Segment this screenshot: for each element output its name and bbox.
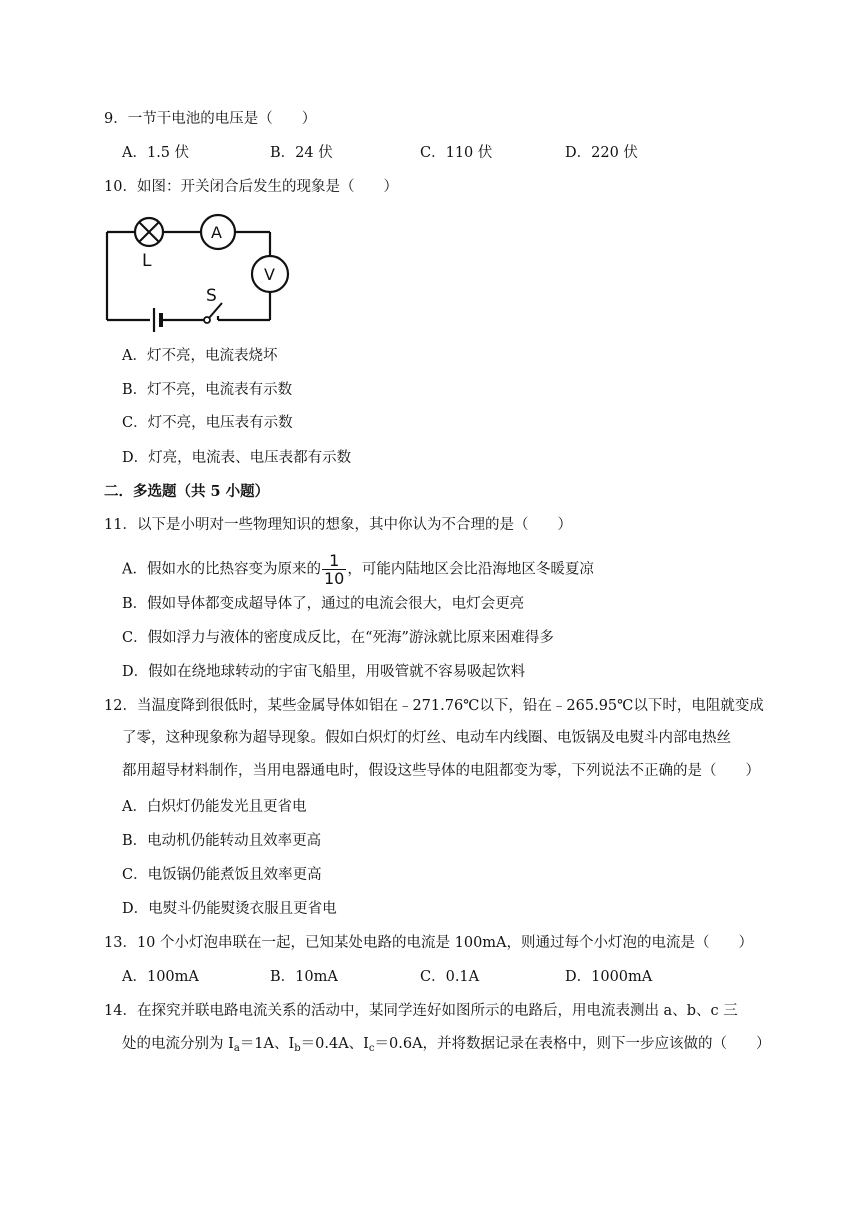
q12-stem-line-2: 了零，这种现象称为超导现象。假如白炽灯的灯丝、电动车内线圈、电饭锅及电熨斗内部电热丝 <box>122 730 731 746</box>
subscript-b: b <box>294 1043 301 1054</box>
fraction-denominator: 10 <box>323 569 345 588</box>
q14-stem-line-1: 14．在探究并联电路电流关系的活动中，某同学连好如图所示的电路后，用电流表测出 a、b、c 三 <box>104 1003 738 1019</box>
battery-symbol <box>154 308 161 332</box>
q10-option-a: A．灯不亮，电流表烧坏 <box>122 348 278 364</box>
q10-stem: 10．如图：开关闭合后发生的现象是（ ） <box>104 179 398 195</box>
q14-text-post: ＝0.6A，并将数据记录在表格中，则下一步应该做的（ ） <box>374 1036 771 1052</box>
q12-option-b: B．电动机仍能转动且效率更高 <box>122 833 322 849</box>
fraction-numerator: 1 <box>322 552 346 570</box>
q9-options <box>0 143 860 163</box>
q11-option-d: D．假如在绕地球转动的宇宙飞船里，用吸管就不容易吸起饮料 <box>122 664 526 680</box>
q12-option-a: A．白炽灯仍能发光且更省电 <box>122 799 307 815</box>
q14-stem-line-2 <box>122 1034 771 1059</box>
q9-stem: 9．一节干电池的电压是（ ） <box>104 111 317 127</box>
subscript-a: a <box>233 1043 240 1054</box>
q11-option-a-text-pre: A．假如水的比热容变为原来的 <box>122 561 321 578</box>
q12-stem-line-3: 都用超导材料制作，当用电器通电时，假设这些导体的电阻都变为零，下列说法不正确的是（ ） <box>122 763 760 779</box>
q11-option-b: B．假如导体都变成超导体了，通过的电流会很大，电灯会更亮 <box>122 596 525 612</box>
ammeter-symbol <box>201 215 235 249</box>
q9-option-c: C．110 伏 <box>420 145 493 161</box>
ammeter-label: A <box>211 223 222 242</box>
q13-option-a: A．100mA <box>122 969 199 985</box>
q12-option-c: C．电饭锅仍能煮饭且效率更高 <box>122 867 322 883</box>
q10-option-d: D．灯亮，电流表、电压表都有示数 <box>122 450 352 466</box>
circuit-diagram <box>100 208 300 332</box>
voltmeter-symbol <box>252 256 288 292</box>
subscript-c: c <box>368 1043 375 1054</box>
q12-stem-line-1: 12．当温度降到很低时，某些金属导体如铝在﹣271.76℃以下，铅在﹣265.95℃以下时，电阻就变成 <box>104 698 764 714</box>
voltmeter-label: V <box>264 265 275 284</box>
q12-option-d: D．电熨斗仍能熨烫衣服且更省电 <box>122 901 337 917</box>
q11-option-c: C．假如浮力与液体的密度成反比，在“死海”游泳就比原来困难得多 <box>122 630 554 646</box>
q10-option-c: C．灯不亮，电压表有示数 <box>122 415 293 431</box>
switch-label: S <box>206 286 217 306</box>
q13-stem: 13．10 个小灯泡串联在一起，已知某处电路的电流是 100mA，则通过每个小灯泡的电流是（ ） <box>104 935 754 951</box>
q14-text-mid-1: ＝1A、I <box>239 1036 295 1052</box>
q14-text-pre: 处的电流分别为 I <box>122 1036 234 1052</box>
q9-option-d: D．220 伏 <box>565 145 638 161</box>
q11-stem: 11．以下是小明对一些物理知识的想象，其中你认为不合理的是（ ） <box>104 517 572 533</box>
q10-option-b: B．灯不亮，电流表有示数 <box>122 382 293 398</box>
q14-text-mid-2: ＝0.4A、I <box>300 1036 369 1052</box>
q13-options <box>0 967 860 987</box>
q9-option-a: A．1.5 伏 <box>122 145 190 161</box>
lamp-symbol <box>135 218 163 246</box>
q11-option-a <box>122 552 594 587</box>
section-title: 二．多选题（共 5 小题） <box>104 483 270 500</box>
q13-option-c: C．0.1A <box>420 969 480 985</box>
q13-option-d: D．1000mA <box>565 969 653 985</box>
lamp-label: L <box>142 251 152 271</box>
q13-option-b: B．10mA <box>270 969 338 985</box>
q11-option-a-text-post: ，可能内陆地区会比沿海地区冬暖夏凉 <box>347 561 594 578</box>
fraction-one-tenth <box>322 552 346 587</box>
q9-option-b: B．24 伏 <box>270 145 333 161</box>
